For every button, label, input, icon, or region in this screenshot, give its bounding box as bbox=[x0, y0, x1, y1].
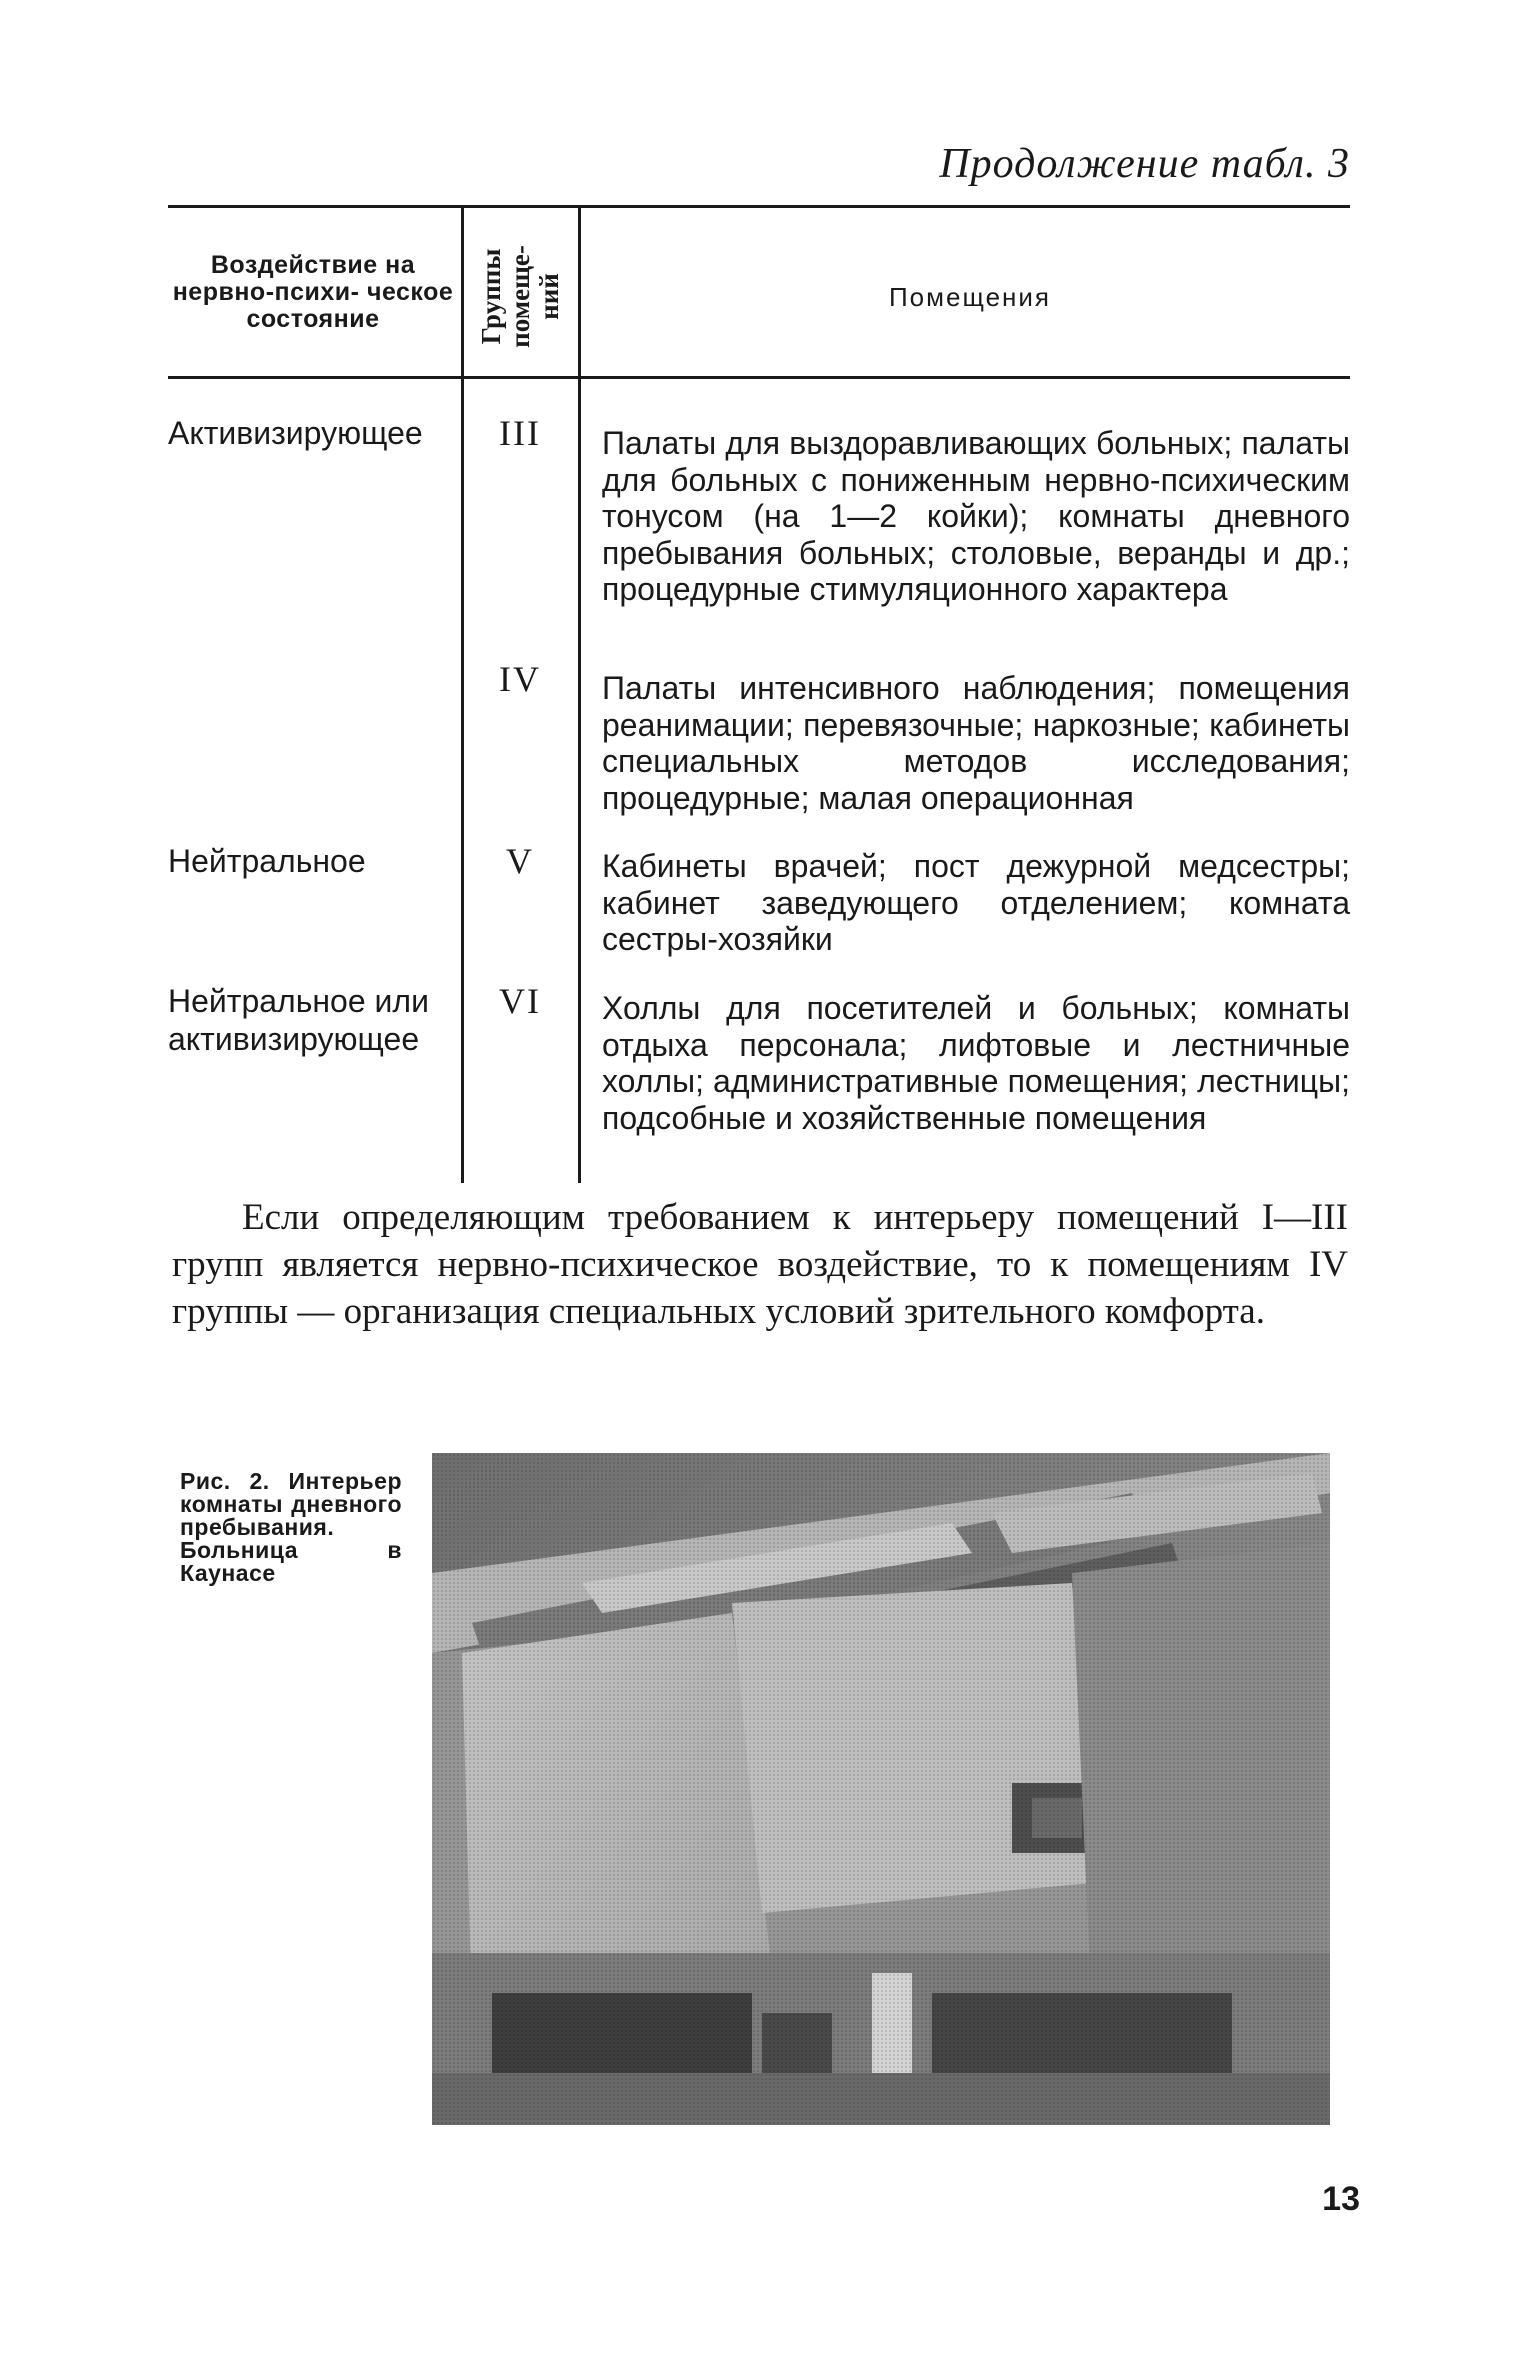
table-header-group-cell bbox=[466, 226, 574, 366]
page-number: 13 bbox=[1322, 2180, 1360, 2218]
table-cell-group-row4: VI bbox=[499, 981, 541, 1021]
table-header-effect: Воздействие на нервно-психи- ческое состояние bbox=[172, 251, 454, 333]
table-cell-effect-row1: Активизирующее bbox=[168, 415, 423, 451]
table-cell-effect-row3: Нейтральное bbox=[168, 843, 366, 879]
table-cell-rooms-row1: Палаты для выздоравливающих больных; палаты для больных с пониженным нервно-психическим тонусом (на 1—2 койки); комнаты дневного пребывания больных; столовые, веранды и др.; процедурные стимуляционного характера bbox=[602, 425, 1350, 607]
table-column-divider-2 bbox=[578, 208, 581, 1183]
table-cell-group-row2: IV bbox=[499, 659, 541, 699]
table-continuation-label: Продолжение табл. 3 bbox=[939, 141, 1350, 187]
body-paragraph: Если определяющим требованием к интерьеру помещений I—III групп является нервно-психическое воздействие, то к помещениям IV группы — организация специальных условий зрительного комфорта. bbox=[172, 1197, 1348, 1332]
table-header-rooms: Помещения bbox=[888, 282, 1051, 312]
table-cell-rooms-row3: Кабинеты врачей; пост дежурной медсестры; кабинет заведующего отделением; комната сестры-хозяйки bbox=[602, 848, 1350, 957]
table-cell-group-row1: III bbox=[499, 413, 541, 453]
table-header-group: Группы помеще- ний bbox=[475, 244, 564, 348]
table-cell-rooms-row4: Холлы для посетителей и больных; комнаты отдыха персонала; лифтовые и лестничные холлы; административные помещения; лестницы; подсобные и хозяйственные помещения bbox=[602, 990, 1350, 1136]
table-cell-group-row3: V bbox=[506, 841, 534, 881]
table-column-divider-1 bbox=[461, 208, 464, 1183]
table-cell-rooms-row2: Палаты интенсивного наблюдения; помещения реанимации; перевязочные; наркозные; кабинеты специальных методов исследования; процедурные; малая операционная bbox=[602, 670, 1350, 816]
table-header-rule bbox=[168, 376, 1350, 379]
interior-photo-drawing bbox=[432, 1453, 1330, 2125]
table-cell-effect-row4: Нейтральное или активизирующее bbox=[168, 983, 429, 1057]
figure-caption: Рис. 2. Интерьер комнаты дневного пребывания. Больница в Каунасе bbox=[180, 1468, 402, 1586]
interior-photo bbox=[432, 1453, 1330, 2125]
table-top-rule bbox=[168, 205, 1350, 208]
